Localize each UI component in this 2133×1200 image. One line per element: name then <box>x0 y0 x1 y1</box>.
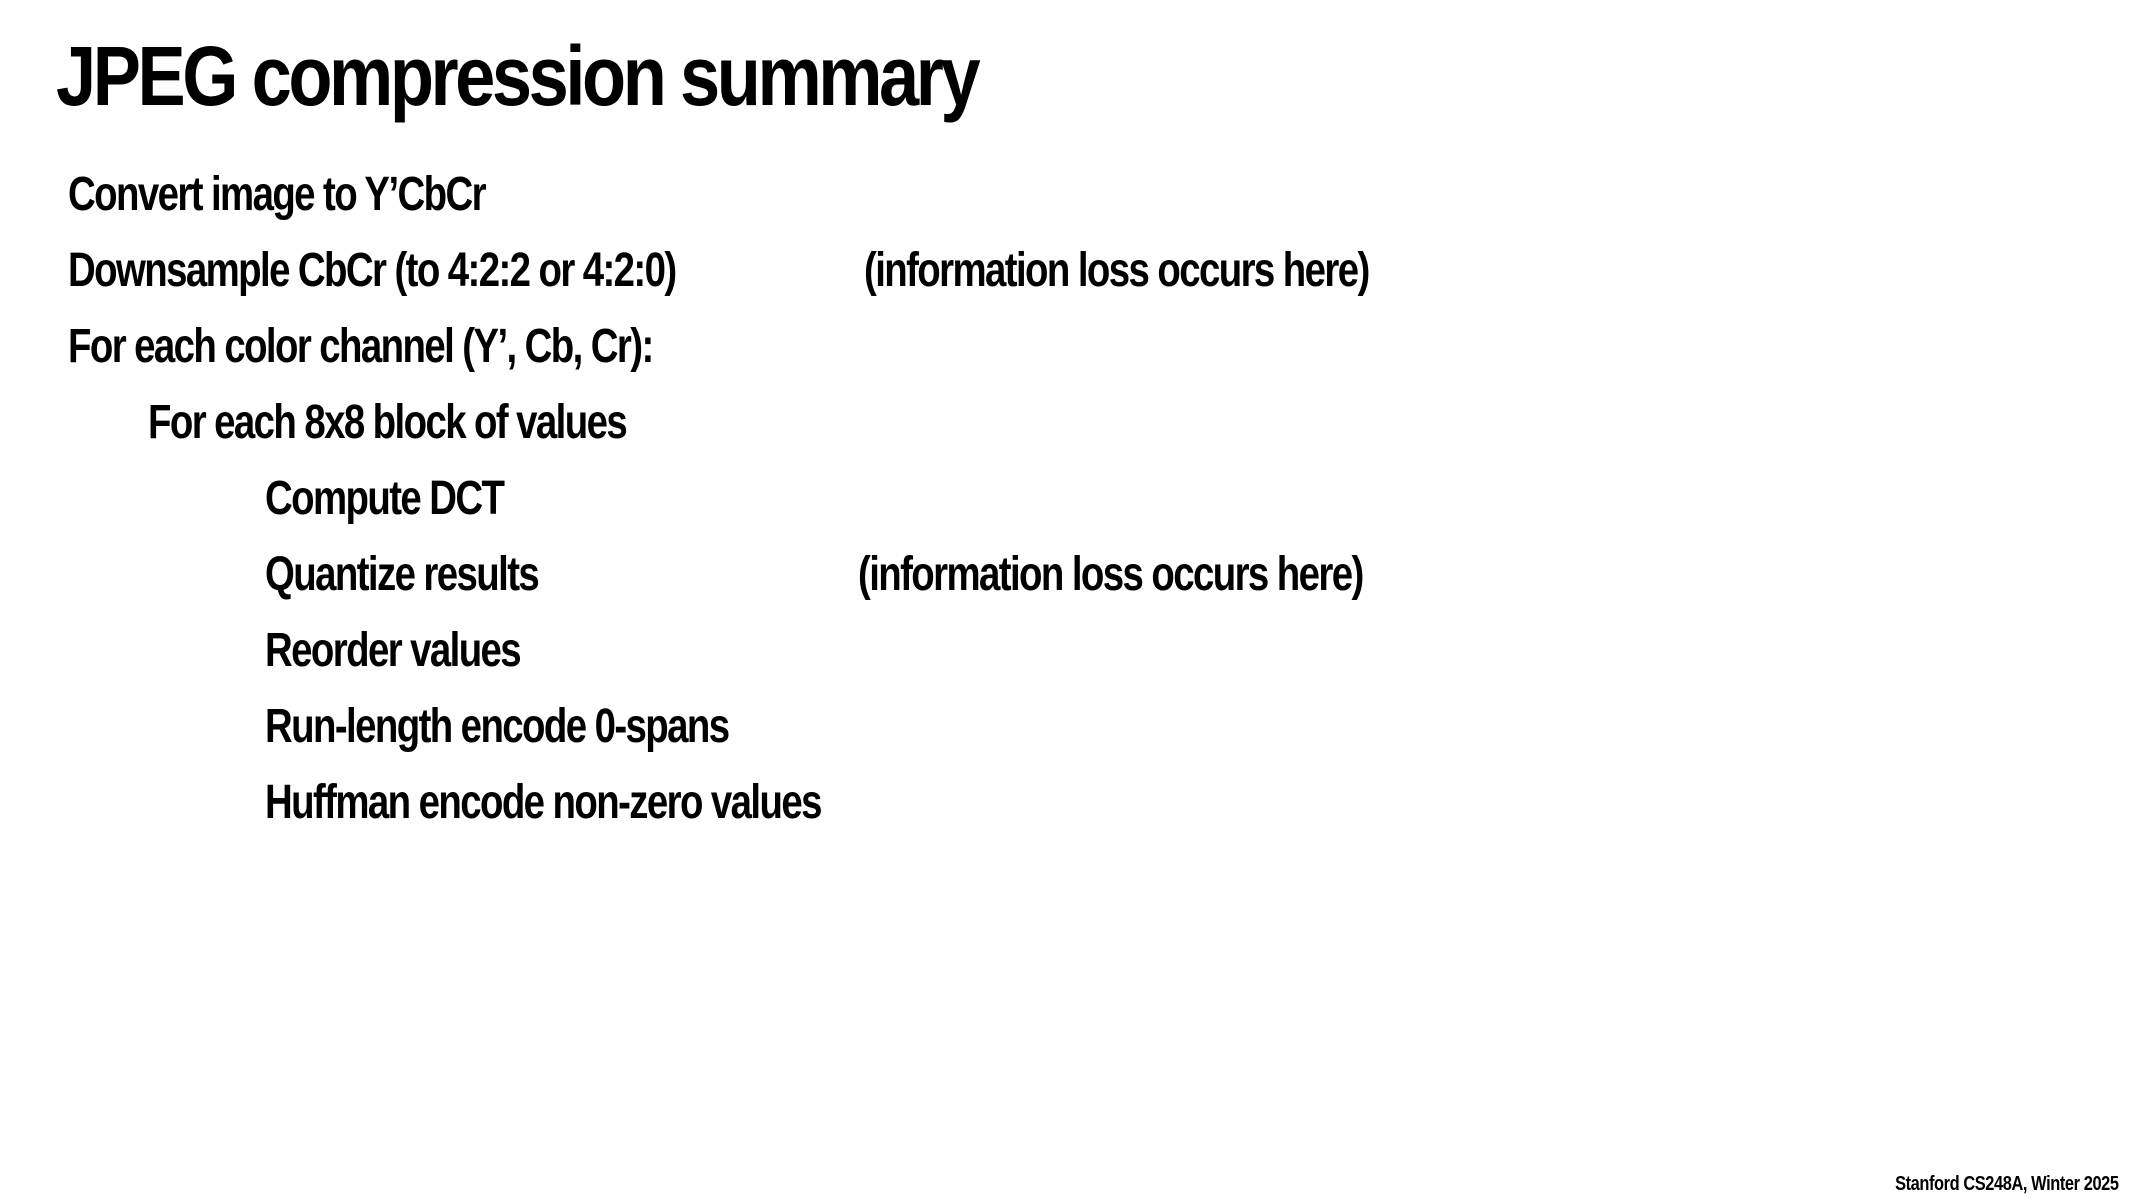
step-for-each-block: For each 8x8 block of values <box>148 396 627 449</box>
note-information-loss-downsample: (information loss occurs here) <box>864 244 1369 297</box>
note-information-loss-quantize: (information loss occurs here) <box>858 548 1363 601</box>
step-reorder-values: Reorder values <box>265 624 521 677</box>
footer-course-label: Stanford CS248A, Winter 2025 <box>1895 1173 2119 1195</box>
step-compute-dct: Compute DCT <box>265 472 504 525</box>
step-for-each-color-channel: For each color channel (Y’, Cb, Cr): <box>68 320 653 373</box>
step-quantize-results: Quantize results <box>265 548 539 601</box>
step-huffman-encode: Huffman encode non-zero values <box>265 776 821 829</box>
step-convert-ycbcr: Convert image to Y’CbCr <box>68 168 485 221</box>
slide-title: JPEG compression summary <box>56 29 978 123</box>
step-downsample-cbcr: Downsample CbCr (to 4:2:2 or 4:2:0) <box>68 244 676 297</box>
step-run-length-encode: Run-length encode 0-spans <box>265 700 729 753</box>
